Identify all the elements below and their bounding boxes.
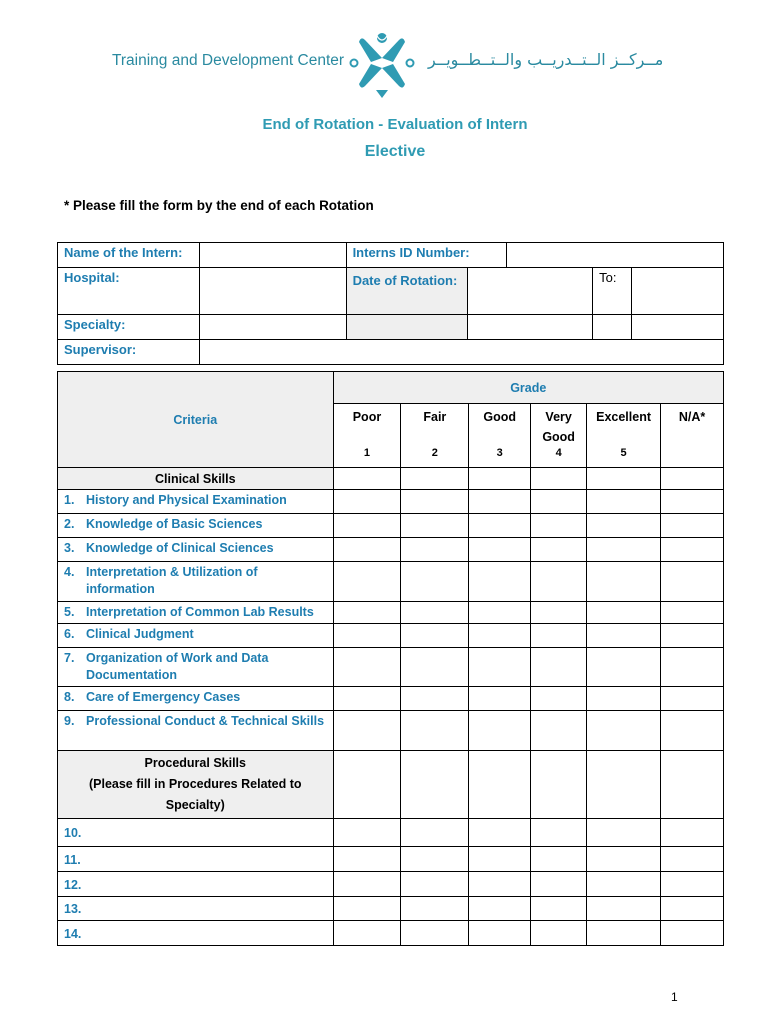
grade-checkbox-cell[interactable] bbox=[469, 819, 531, 847]
grade-checkbox-cell[interactable] bbox=[531, 562, 587, 602]
grade-checkbox-cell[interactable] bbox=[333, 538, 401, 562]
criterion-text: Interpretation of Common Lab Results bbox=[86, 605, 314, 619]
grade-checkbox-cell[interactable] bbox=[401, 562, 469, 602]
grade-cell bbox=[661, 751, 724, 819]
grade-checkbox-cell[interactable] bbox=[587, 897, 661, 921]
grade-checkbox-cell[interactable] bbox=[661, 562, 724, 602]
grade-cell bbox=[469, 751, 531, 819]
center-name-en: Training and Development Center bbox=[112, 52, 345, 69]
grade-checkbox-cell[interactable] bbox=[469, 514, 531, 538]
grade-checkbox-cell[interactable] bbox=[587, 490, 661, 514]
criterion-row bbox=[58, 562, 724, 602]
specialty-extra-field-3[interactable] bbox=[632, 315, 724, 340]
grade-checkbox-cell[interactable] bbox=[401, 624, 469, 648]
criterion-row bbox=[58, 538, 724, 562]
criterion-row bbox=[58, 624, 724, 648]
hospital-label: Hospital: bbox=[58, 268, 200, 315]
grade-checkbox-cell[interactable] bbox=[333, 648, 401, 687]
specialty-label: Specialty: bbox=[58, 315, 200, 340]
criterion-text: Professional Conduct & Technical Skills bbox=[86, 714, 325, 728]
grade-checkbox-cell[interactable] bbox=[531, 687, 587, 711]
grade-checkbox-cell[interactable] bbox=[333, 490, 401, 514]
procedure-row bbox=[58, 847, 724, 872]
grade-checkbox-cell[interactable] bbox=[661, 819, 724, 847]
criterion-text: Care of Emergency Cases bbox=[86, 690, 241, 704]
grade-checkbox-cell[interactable] bbox=[661, 847, 724, 872]
grade-checkbox-cell[interactable] bbox=[333, 562, 401, 602]
grade-cell bbox=[531, 751, 587, 819]
grade-checkbox-cell[interactable] bbox=[531, 872, 587, 897]
grade-label: Poor bbox=[352, 410, 382, 424]
grade-column-4 bbox=[531, 404, 587, 468]
criteria-header: Criteria bbox=[58, 372, 334, 468]
grade-checkbox-cell[interactable] bbox=[333, 897, 401, 921]
grade-checkbox-cell[interactable] bbox=[401, 602, 469, 624]
procedure-row bbox=[58, 897, 724, 921]
intern-name-label: Name of the Intern: bbox=[58, 243, 200, 268]
form-title: End of Rotation - Evaluation of Intern bbox=[262, 116, 528, 133]
grade-checkbox-cell[interactable] bbox=[469, 872, 531, 897]
grade-cell bbox=[469, 468, 531, 490]
rotation-date-label: Date of Rotation: bbox=[346, 268, 468, 315]
grade-checkbox-cell[interactable] bbox=[587, 538, 661, 562]
grade-checkbox-cell[interactable] bbox=[531, 602, 587, 624]
procedure-number[interactable]: 13. bbox=[58, 897, 334, 921]
form-subtitle: Elective bbox=[364, 143, 426, 160]
procedure-row bbox=[58, 921, 724, 946]
intern-id-field[interactable] bbox=[507, 243, 724, 268]
criterion-row bbox=[58, 648, 724, 687]
grade-checkbox-cell[interactable] bbox=[587, 847, 661, 872]
criterion-number: 6. bbox=[64, 627, 75, 641]
grade-checkbox-cell[interactable] bbox=[661, 687, 724, 711]
grade-cell bbox=[531, 468, 587, 490]
grade-value: 4 bbox=[555, 447, 562, 459]
grade-checkbox-cell[interactable] bbox=[587, 711, 661, 751]
grade-cell bbox=[661, 468, 724, 490]
grade-cell bbox=[401, 751, 469, 819]
rotation-date-from-field[interactable] bbox=[468, 268, 593, 315]
grade-checkbox-cell[interactable] bbox=[401, 872, 469, 897]
procedural-skills-header bbox=[58, 751, 334, 819]
procedural-skills-title: Procedural Skills bbox=[144, 756, 246, 770]
grade-checkbox-cell[interactable] bbox=[401, 538, 469, 562]
criterion-cell bbox=[58, 562, 334, 602]
grade-cell bbox=[333, 751, 401, 819]
procedure-number[interactable]: 11. bbox=[58, 847, 334, 872]
grade-checkbox-cell[interactable] bbox=[531, 648, 587, 687]
grade-checkbox-cell[interactable] bbox=[469, 847, 531, 872]
grade-column-3 bbox=[469, 404, 531, 468]
grade-checkbox-cell[interactable] bbox=[661, 648, 724, 687]
grade-checkbox-cell[interactable] bbox=[587, 562, 661, 602]
grade-checkbox-cell[interactable] bbox=[587, 921, 661, 946]
grade-checkbox-cell[interactable] bbox=[401, 819, 469, 847]
grade-label: Excellent bbox=[596, 410, 651, 424]
grade-checkbox-cell[interactable] bbox=[531, 847, 587, 872]
criterion-cell bbox=[58, 624, 334, 648]
grade-checkbox-cell[interactable] bbox=[333, 602, 401, 624]
grade-column-1 bbox=[333, 404, 401, 468]
grade-cell bbox=[587, 468, 661, 490]
grade-checkbox-cell[interactable] bbox=[333, 921, 401, 946]
grade-checkbox-cell[interactable] bbox=[401, 897, 469, 921]
specialty-field[interactable] bbox=[199, 315, 346, 340]
intern-name-field[interactable] bbox=[199, 243, 346, 268]
grade-checkbox-cell[interactable] bbox=[587, 602, 661, 624]
supervisor-field[interactable] bbox=[199, 340, 723, 365]
grade-checkbox-cell[interactable] bbox=[587, 687, 661, 711]
grade-checkbox-cell[interactable] bbox=[531, 624, 587, 648]
criterion-text: Interpretation & Utilization of information bbox=[86, 565, 258, 596]
grade-checkbox-cell[interactable] bbox=[469, 648, 531, 687]
intern-info-table bbox=[57, 242, 724, 365]
procedure-number[interactable]: 12. bbox=[58, 872, 334, 897]
grade-cell bbox=[587, 751, 661, 819]
procedure-number[interactable]: 10. bbox=[58, 819, 334, 847]
grade-checkbox-cell[interactable] bbox=[333, 711, 401, 751]
criterion-text: History and Physical Examination bbox=[86, 493, 287, 507]
grade-checkbox-cell[interactable] bbox=[661, 921, 724, 946]
evaluation-table bbox=[57, 371, 724, 946]
grade-value: 1 bbox=[363, 447, 371, 459]
criterion-text: Clinical Judgment bbox=[86, 627, 194, 641]
criterion-number: 9. bbox=[64, 714, 75, 728]
grade-value: 5 bbox=[620, 447, 627, 459]
grade-checkbox-cell[interactable] bbox=[661, 872, 724, 897]
grade-checkbox-cell[interactable] bbox=[401, 847, 469, 872]
page-number: 1 bbox=[671, 990, 678, 1004]
rotation-to-label: To: bbox=[593, 268, 632, 315]
intern-id-label: Interns ID Number: bbox=[346, 243, 507, 268]
grade-checkbox-cell[interactable] bbox=[661, 624, 724, 648]
criterion-row bbox=[58, 687, 724, 711]
grade-checkbox-cell[interactable] bbox=[531, 538, 587, 562]
specialty-extra-cell bbox=[346, 315, 468, 340]
specialty-extra-field-2[interactable] bbox=[593, 315, 632, 340]
criterion-cell bbox=[58, 602, 334, 624]
specialty-extra-field[interactable] bbox=[468, 315, 593, 340]
criterion-row bbox=[58, 711, 724, 751]
grade-column-2 bbox=[401, 404, 469, 468]
grade-value: 3 bbox=[496, 447, 503, 459]
grade-checkbox-cell[interactable] bbox=[531, 921, 587, 946]
criterion-row bbox=[58, 514, 724, 538]
grade-checkbox-cell[interactable] bbox=[401, 648, 469, 687]
criterion-number: 1. bbox=[64, 493, 75, 507]
criterion-number: 2. bbox=[64, 517, 75, 531]
criterion-number: 3. bbox=[64, 541, 75, 555]
grade-checkbox-cell[interactable] bbox=[401, 921, 469, 946]
procedure-number[interactable]: 14. bbox=[58, 921, 334, 946]
grade-checkbox-cell[interactable] bbox=[401, 687, 469, 711]
grade-label: Fair bbox=[423, 410, 447, 424]
procedural-skills-note: (Please fill in Procedures Related to Specialty) bbox=[88, 777, 302, 812]
procedure-row bbox=[58, 819, 724, 847]
grade-checkbox-cell[interactable] bbox=[661, 538, 724, 562]
rotation-date-to-field[interactable] bbox=[632, 268, 724, 315]
grade-header: Grade bbox=[333, 372, 723, 404]
grade-checkbox-cell[interactable] bbox=[401, 514, 469, 538]
criterion-cell bbox=[58, 687, 334, 711]
supervisor-label: Supervisor: bbox=[58, 340, 200, 365]
grade-checkbox-cell[interactable] bbox=[333, 687, 401, 711]
criterion-row bbox=[58, 490, 724, 514]
criterion-text: Knowledge of Clinical Sciences bbox=[86, 541, 274, 555]
center-name-ar: مــركــز الــتــدريــب والــتــطــويــر bbox=[428, 50, 664, 69]
grade-checkbox-cell[interactable] bbox=[531, 490, 587, 514]
criterion-cell bbox=[58, 514, 334, 538]
grade-checkbox-cell[interactable] bbox=[469, 490, 531, 514]
grade-label: Good bbox=[483, 410, 517, 424]
grade-value: 2 bbox=[431, 447, 438, 459]
grade-checkbox-cell[interactable] bbox=[401, 490, 469, 514]
criterion-number: 5. bbox=[64, 605, 75, 619]
grade-checkbox-cell[interactable] bbox=[531, 819, 587, 847]
grade-checkbox-cell[interactable] bbox=[469, 711, 531, 751]
grade-checkbox-cell[interactable] bbox=[469, 602, 531, 624]
procedure-row bbox=[58, 872, 724, 897]
grade-checkbox-cell[interactable] bbox=[469, 897, 531, 921]
criterion-cell bbox=[58, 711, 334, 751]
grade-checkbox-cell[interactable] bbox=[333, 847, 401, 872]
grade-checkbox-cell[interactable] bbox=[661, 514, 724, 538]
criterion-text: Organization of Work and Data Documentation bbox=[86, 651, 269, 682]
grade-cell bbox=[333, 468, 401, 490]
criterion-number: 4. bbox=[64, 565, 75, 579]
hospital-field[interactable] bbox=[199, 268, 346, 315]
criterion-text: Knowledge of Basic Sciences bbox=[86, 517, 263, 531]
grade-cell bbox=[401, 468, 469, 490]
grade-checkbox-cell[interactable] bbox=[469, 538, 531, 562]
criterion-number: 8. bbox=[64, 690, 75, 704]
grade-checkbox-cell[interactable] bbox=[531, 711, 587, 751]
grade-column-6 bbox=[661, 404, 724, 468]
grade-checkbox-cell[interactable] bbox=[333, 819, 401, 847]
grade-checkbox-cell[interactable] bbox=[469, 921, 531, 946]
grade-column-5 bbox=[587, 404, 661, 468]
criterion-row bbox=[58, 602, 724, 624]
grade-checkbox-cell[interactable] bbox=[661, 490, 724, 514]
grade-checkbox-cell[interactable] bbox=[587, 872, 661, 897]
grade-checkbox-cell[interactable] bbox=[469, 624, 531, 648]
grade-label: Very Good bbox=[542, 410, 575, 444]
grade-checkbox-cell[interactable] bbox=[469, 562, 531, 602]
grade-checkbox-cell[interactable] bbox=[587, 514, 661, 538]
criterion-number: 7. bbox=[64, 651, 75, 665]
grade-checkbox-cell[interactable] bbox=[587, 819, 661, 847]
criterion-cell bbox=[58, 490, 334, 514]
grade-checkbox-cell[interactable] bbox=[587, 624, 661, 648]
center-logo-icon bbox=[347, 28, 417, 100]
grade-checkbox-cell[interactable] bbox=[531, 897, 587, 921]
grade-label: N/A* bbox=[678, 410, 706, 424]
grade-checkbox-cell[interactable] bbox=[469, 687, 531, 711]
grade-checkbox-cell[interactable] bbox=[661, 602, 724, 624]
grade-checkbox-cell[interactable] bbox=[661, 897, 724, 921]
grade-checkbox-cell[interactable] bbox=[333, 624, 401, 648]
grade-checkbox-cell[interactable] bbox=[401, 711, 469, 751]
grade-checkbox-cell[interactable] bbox=[531, 514, 587, 538]
criterion-cell bbox=[58, 538, 334, 562]
clinical-skills-header: Clinical Skills bbox=[58, 468, 334, 490]
criterion-cell bbox=[58, 648, 334, 687]
grade-checkbox-cell[interactable] bbox=[661, 711, 724, 751]
grade-checkbox-cell[interactable] bbox=[333, 872, 401, 897]
instruction-note: * Please fill the form by the end of each Rotation bbox=[64, 198, 374, 213]
grade-checkbox-cell[interactable] bbox=[333, 514, 401, 538]
grade-checkbox-cell[interactable] bbox=[587, 648, 661, 687]
